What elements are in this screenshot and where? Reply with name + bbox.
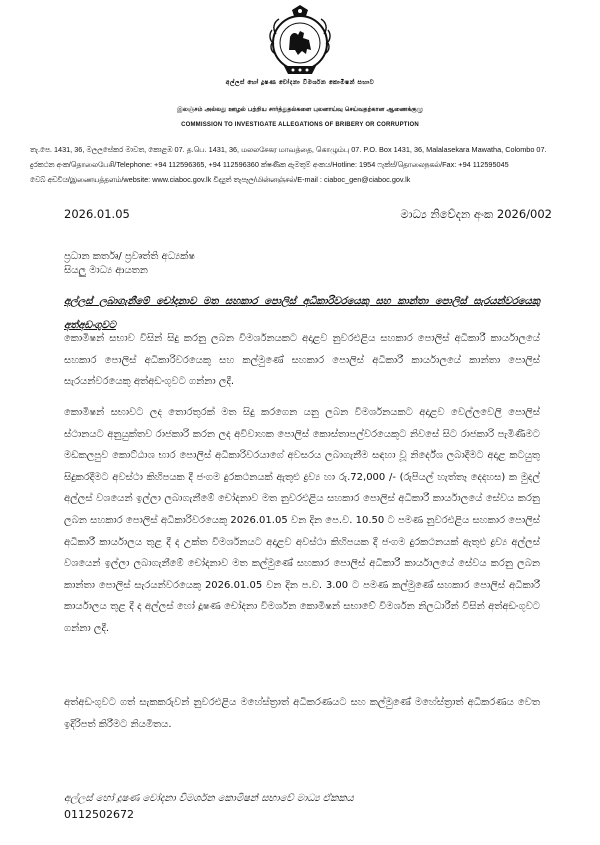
body-paragraph: කොමිෂන් සභාවට ලද තොරතුරක් මත සිදු කරගෙන යනු ලබන විමර්ශනයකට අදාළව වෙල්ලවෙලි පොලිස් ස්ථානයට අනුයුක්තව රාජකාරි කරන ලද අවිවාහක පොලිස් කොස්තාපල්වරයෙකුට නිවසේ සිට රාජකාරි පැමිණීමට මඩකලපුව කොට්ඨාශ භාර පොලිස් අධිකාරිවරයාගේ අවසරය ලබාගැනීම සඳහා වූ නිර්දේශ ලබාදීමට අදාළ කටයුතු සිදුකරදීමට අවස්ථා කිහිපයක දී ජංගම දුරකථනයක් ඇතුළු ද්‍රව්‍ය හා රු.72,000 /- (රුපියල් හැත්තෑ දෙදහස) ක මුදල් අල්ලස් වශයෙන් ඉල්ලා ලබාගැනීමේ චෝදනාව මත නුවරඑළිය සහකාර පොලිස් අධිකාරී කාර්යාලයේ සේවය කරනු ලබන සහකාර පොලිස් අධිකාරිවරයෙකු 2026.01.05 වන දින පෙ.ව. 10.50 ට පමණ නුවරඑළිය සහකාර පොලිස් අධිකාරී කාර්යාලය තුළ දී ද උක්ත විමර්ශනයට අදාළව අවස්ථා කිහිපයක දී ජංගම දුරකථනයක් ඇතුළු ද්‍රව්‍ය අල්ලස් වශයෙන් ඉල්ලා ලබාගැනීමේ චෝදනාව මත කල්මුණේ සහකාර පොලිස් අධිකාරී කාර්යාලයේ සේවය කරනු ලබන කාන්තා පොලිස් සැරයන්වරයෙකු 2026.01.05 වන දින ප.ව. 3.00 ට පමණ කල්මුණේ සහකාර පොලිස් අධිකාරී කාර්යාලය තුළ දී ද අල්ලස් හෝ දූෂණ චෝදනා විමර්ශන කොමිෂන් සභාවේ විමර්ශන නිලධාරීන් විසින් අත්අඩංගුවට ගන්නා ලදී. xyxy=(64,407,540,634)
commission-name-english: COMMISSION TO INVESTIGATE ALLEGATIONS OF BRIBERY OR CORRUPTION xyxy=(181,122,419,128)
web-email-line: වෙබ් අඩවිය/இணையத்தளம்/website: www.ciaboc.gov.lk විද්‍යුත් තැපෑල/மின்னஞ்சல்/E-mail : ciaboc_gen@ciaboc.gov.lk xyxy=(30,175,411,184)
phone-fax-line: දුරකථන අංක/தொலைபேசி/Telephone: +94 112596365, +94 112596360 ක්ෂණික ඇමතුම් අංකය/Hotline: 1954 ෆැක්ස්/தொலைநகல்/Fax: +94 112595045 xyxy=(30,160,509,169)
media-unit-signature: අල්ලස් හෝ දූෂණ චෝදනා විමර්ශන කොමිෂන් සභාවේ මාධ්‍ය ඒකකය xyxy=(64,793,354,804)
commission-name-tamil: இலஞ்சம் அல்லது ஊழல் பற்றிய சார்த்துதல்களை புலனாய்வு செய்வதற்கான ஆணைக்குழு xyxy=(177,106,423,113)
media-release-number: මාධ්‍ය නිවේදන අංක 2026/002 xyxy=(400,207,552,221)
release-date: 2026.01.05 xyxy=(64,207,130,221)
body-paragraph: අත්අඩංගුවට ගත් සැකකරුවන් නුවරඑළිය මහේස්ත්‍රාත් අධිකරණයට සහ කල්මුණේ මහේස්ත්‍රාත් අධිකරණය වෙත ඉදිරිපත් කිරීමට නියමිතය. xyxy=(64,697,540,730)
media-unit-phone: 0112502672 xyxy=(64,808,134,821)
commission-name-sinhala: අල්ලස් හෝ දූෂණ චෝදනා විමර්ශන කොමිෂන් සභාව xyxy=(225,79,375,86)
addressee-line: සියලු මාධ්‍ය ආයතන xyxy=(64,265,148,276)
subject-heading: අල්ලස් ලබාගැනීමේ චෝදනාව මත සහකාර පොලිස් අධිකාරිවරයෙකු සහ කාන්තා පොලිස් සැරයන්වරයෙකු අත්අඩංගුවට xyxy=(64,296,540,331)
addressee-line: ප්‍රධාන කර්තෘ/ ප්‍රවෘත්ති අධ්‍යක්ෂ xyxy=(64,251,195,262)
sri-lanka-emblem-icon xyxy=(262,4,338,78)
body-paragraph: කොමිෂන් සභාව විසින් සිදු කරනු ලබන විමර්ශනයකට අදාළව නුවරඑළිය සහකාර පොලිස් අධිකාරී කාර්යාලයේ සහකාර පොලිස් අධිකාරිවරයෙකු සහ කල්මුණේ සහකාර පොලිස් අධිකාරී කාර්යාලයේ කාන්තා පොලිස් සැරයන්වරයෙකු අත්අඩංගුවට ගන්නා ලදී. xyxy=(64,333,540,388)
postal-address-line: තැ.පෙ. 1431, 36, මලලසේකර මාවත, කොළඹ 07. த.பெ. 1431, 36, மலலசேகர மாவத்தை, கொழும்பு 07. P.O. Box 1431, 36, Malalasekara Mawatha, Colombo 07. xyxy=(30,145,547,154)
